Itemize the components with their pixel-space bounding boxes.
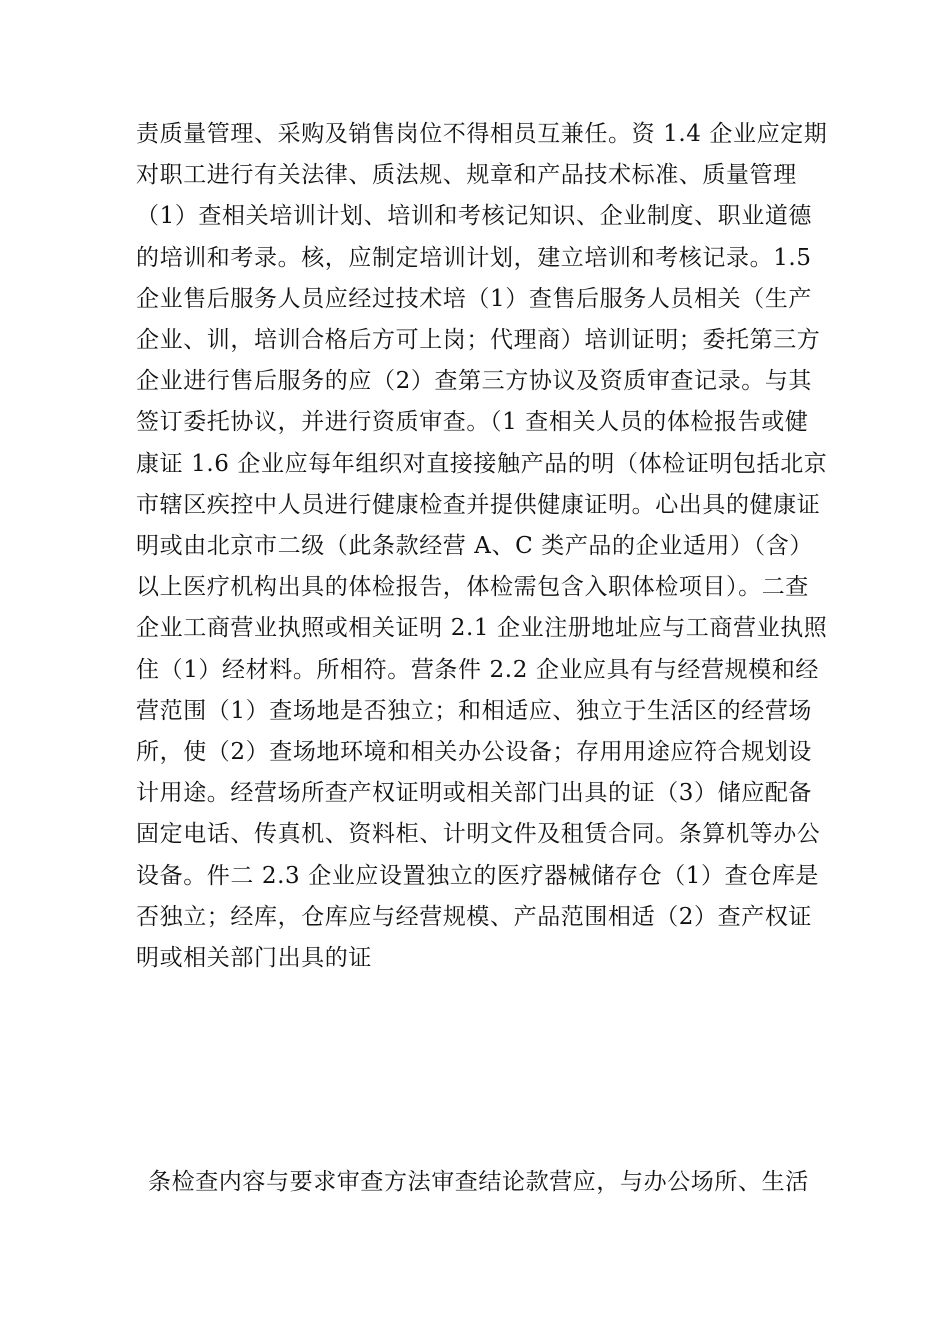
text-line: 责质量管理、采购及销售岗位不得相员互兼任。资 1.4 企业应定期: [136, 121, 828, 147]
text-line: 计用途。经营场所查产权证明或相关部门出具的证（3）储应配备: [136, 780, 813, 807]
text-line: 签订委托协议，并进行资质审查。（1 查相关人员的体检报告或健: [136, 409, 809, 436]
text-line: 条检查内容与要求审查方法审查结论款营应，与办公场所、生活: [148, 1169, 809, 1195]
text-line: 康证 1.6 企业应每年组织对直接接触产品的明（体检证明包括北京: [136, 450, 828, 477]
body-paragraph: [148, 1162, 848, 1203]
text-line: 营范围（1）查场地是否独立；和相适应、独立于生活区的经营场: [136, 697, 813, 724]
text-line: 企业工商营业执照或相关证明 2.1 企业注册地址应与工商营业执照: [136, 615, 828, 642]
text-line: 明或相关部门出具的证: [136, 945, 372, 972]
text-line: 以上医疗机构出具的体检报告，体检需包含入职体检项目）。二查: [136, 574, 809, 601]
text-line: 对职工进行有关法律、质法规、规章和产品技术标准、质量管理: [136, 162, 797, 189]
text-line: 住（1）经材料。所相符。营条件 2.2 企业应具有与经营规模和经: [136, 656, 820, 683]
text-line: 企业、训，培训合格后方可上岗；代理商）培训证明；委托第三方: [136, 327, 821, 354]
text-line: 明或由北京市二级（此条款经营 A、C 类产品的企业适用）（含）: [136, 533, 813, 560]
text-line: （1）查相关培训计划、培训和考核记知识、企业制度、职业道德: [136, 203, 813, 230]
text-line: 企业售后服务人员应经过技术培（1）查售后服务人员相关（生产: [136, 285, 813, 312]
text-line: 设备。件二 2.3 企业应设置独立的医疗器械储存仓（1）查仓库是: [136, 862, 820, 889]
text-line: 固定电话、传真机、资料柜、计明文件及租赁合同。条算机等办公: [136, 821, 821, 848]
text-line: 企业进行售后服务的应（2）查第三方协议及资质审查记录。与其: [136, 368, 813, 395]
text-line: 否独立；经库，仓库应与经营规模、产品范围相适（2）查产权证: [136, 903, 813, 930]
text-line: 市辖区疾控中人员进行健康检查并提供健康证明。心出具的健康证: [136, 491, 821, 518]
text-line: 所，使（2）查场地环境和相关办公设备；存用用途应符合规划设: [136, 739, 813, 766]
text-line: 的培训和考录。核，应制定培训计划，建立培训和考核记录。1.5: [136, 244, 812, 271]
body-paragraph: [136, 114, 836, 979]
